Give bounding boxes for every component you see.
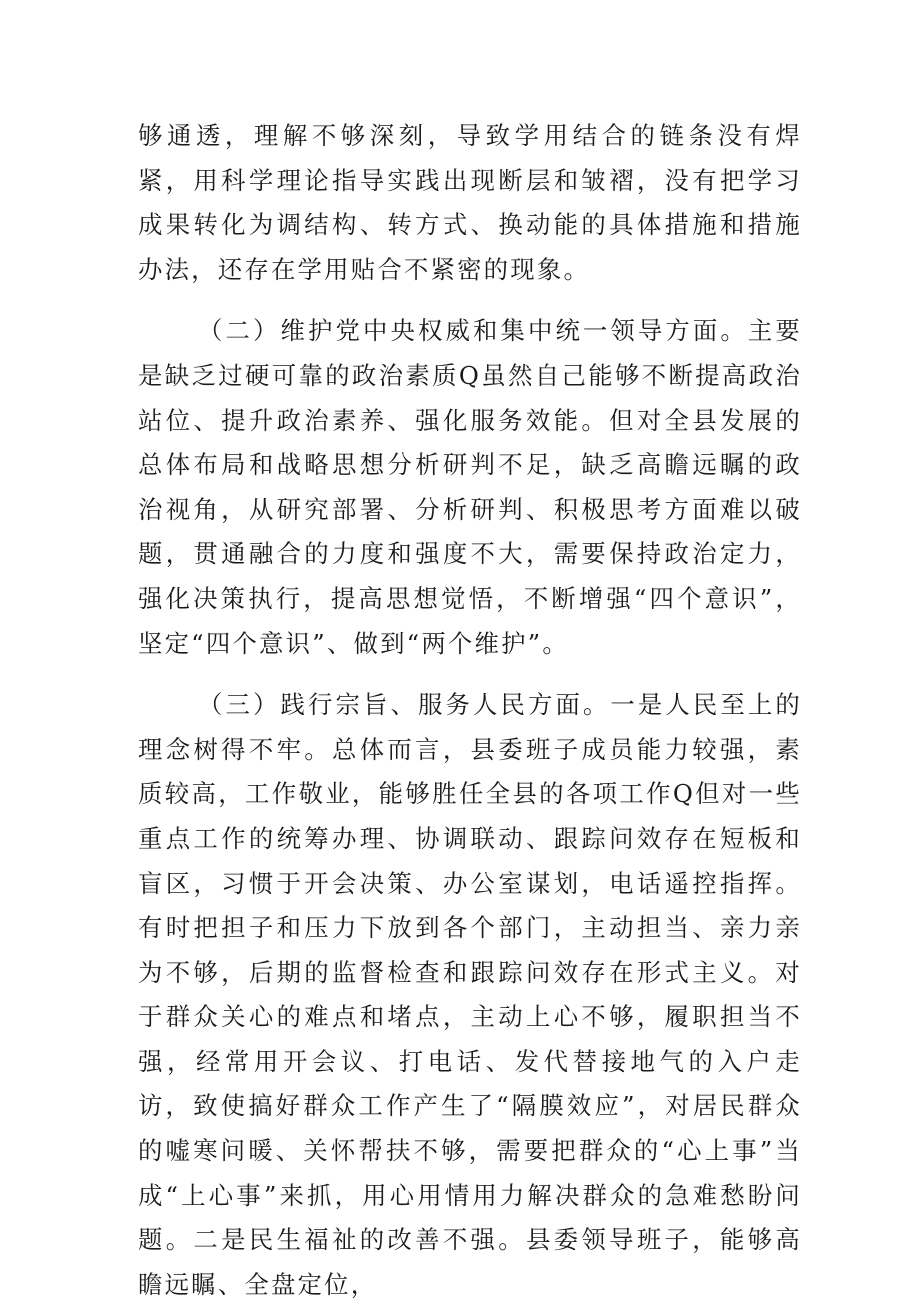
paragraph-section-3: （三）践行宗旨、服务人民方面。一是人民至上的理念树得不牢。总体而言，县委班子成员能力较强，素质较高，工作敬业，能够胜任全县的各项工作Q但对一些重点工作的统筹办理、协调联动、跟踪问效存在短板和盲区，习惯于开会决策、办公室谋划，电话遥控指挥。有时把担子和压力下放到各个部门，主动担当、亲力亲为不够，后期的监督检查和跟踪问效存在形式主义。对于群众关心的难点和堵点，主动上心不够，履职担当不强，经常用开会议、打电话、发代替接地气的入户走访，致使搞好群众工作产生了“隔膜效应”，对居民群众的嘘寒问暖、关怀帮扶不够，需要把群众的“心上事”当成“上心事”来抓，用心用情用力解决群众的急难愁盼问题。二是民生福祉的改善不强。县委领导班子，能够高瞻远瞩、全盘定位，	[138, 690, 802, 1299]
document-body	[138, 114, 802, 1307]
paragraph-section-2: （二）维护党中央权威和集中统一领导方面。主要是缺乏过硬可靠的政治素质Q虽然自己能够不断提高政治站位、提升政治素养、强化服务效能。但对全县发展的总体布局和战略思想分析研判不足，缺乏高瞻远瞩的政治视角，从研究部署、分析研判、积极思考方面难以破题，贯通融合的力度和强度不大，需要保持政治定力，强化决策执行，提高思想觉悟，不断增强“四个意识”，坚定“四个意识”、做到“两个维护”。	[138, 316, 802, 658]
paragraph-continued: 够通透，理解不够深刻，导致学用结合的链条没有焊紧，用科学理论指导实践出现断层和皱褶，没有把学习成果转化为调结构、转方式、换动能的具体措施和措施办法，还存在学用贴合不紧密的现象。	[138, 121, 802, 284]
